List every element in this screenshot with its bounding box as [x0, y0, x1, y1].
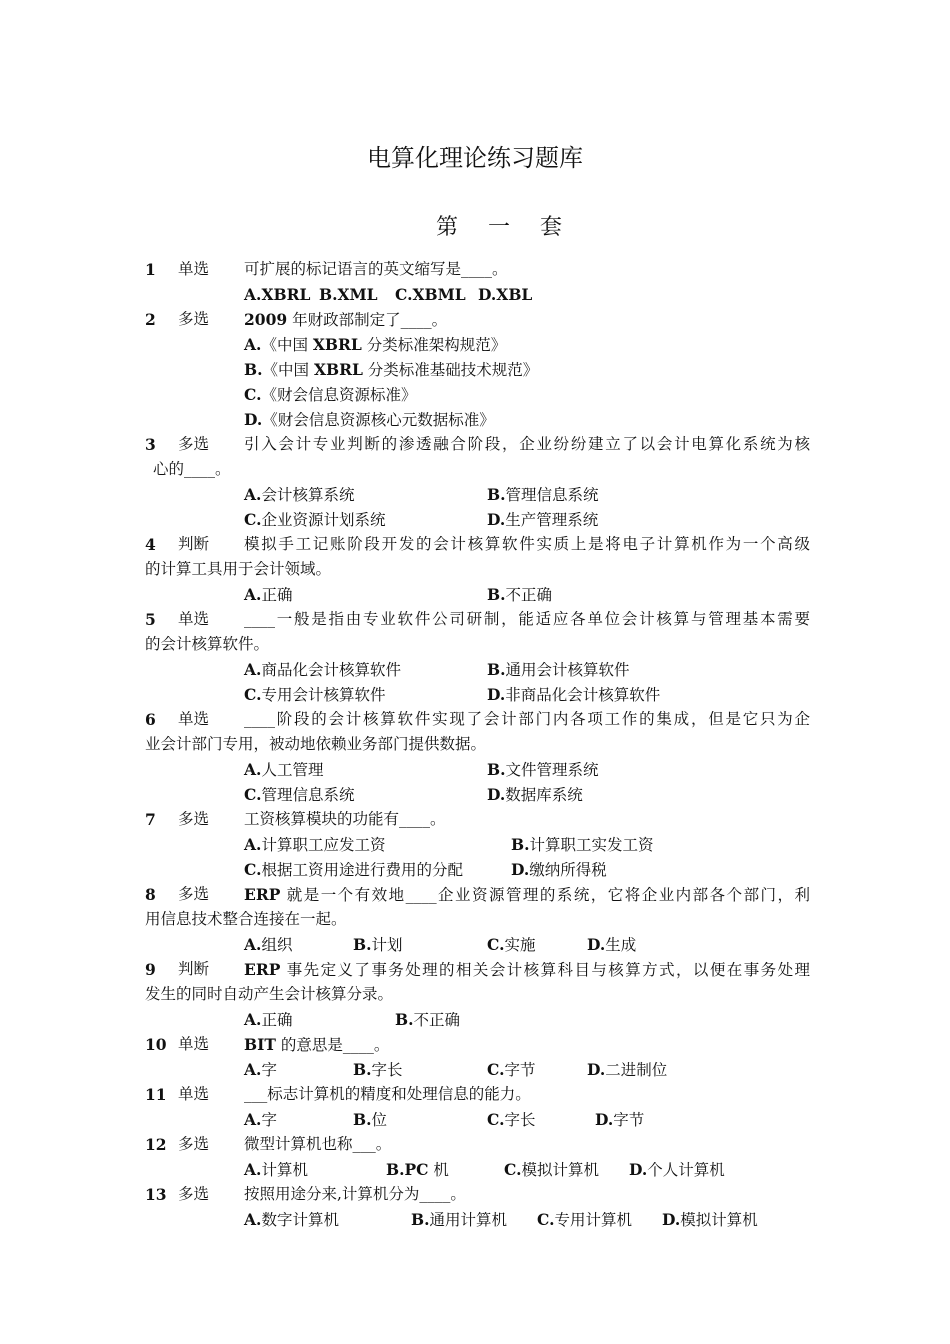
option-row [145, 757, 810, 782]
question-text-continuation: 心的____。 [153, 460, 231, 478]
option-letter: D. [487, 510, 506, 529]
option-letter: D. [662, 1210, 681, 1229]
question-stem [145, 432, 810, 457]
option-text: 通用会计核算软件 [505, 661, 630, 679]
question-stem [145, 307, 810, 332]
option-text: 字 [261, 1111, 277, 1129]
question-stem [145, 607, 810, 632]
option-text: 实施 [504, 936, 536, 954]
question-stem [145, 707, 810, 732]
question-type: 多选 [178, 1185, 210, 1203]
option-text: 模拟计算机 [680, 1211, 758, 1229]
option-text: 根据工资用途进行费用的分配 [261, 861, 463, 879]
option-text: 正确 [261, 1011, 293, 1029]
option-letter: A. [244, 1060, 262, 1079]
option-text: 专用会计核算软件 [261, 686, 386, 704]
option-letter: C. [487, 935, 505, 954]
question-type: 多选 [178, 435, 210, 453]
option-letter: B. [319, 285, 338, 304]
answer-option [244, 282, 310, 308]
option-row [145, 1007, 810, 1032]
answer-option [319, 282, 378, 308]
answer-option [487, 782, 583, 808]
answer-option [587, 1057, 667, 1083]
answer-option [487, 657, 630, 683]
answer-option [629, 1157, 725, 1183]
option-text: 缴纳所得税 [529, 861, 607, 879]
question-text-continuation: 发生的同时自动产生会计核算分录。 [145, 985, 394, 1003]
option-text: 会计核算系统 [261, 486, 355, 504]
option-text: 计算机 [261, 1161, 308, 1179]
answer-option [244, 932, 292, 958]
question-stem [145, 532, 810, 557]
option-letter: A. [244, 585, 262, 604]
question-number: 5 [145, 610, 156, 629]
option-text: 生产管理系统 [505, 511, 599, 529]
option-text: 字节 [613, 1111, 645, 1129]
option-letter: A. [244, 485, 262, 504]
question-text: ERP 事先定义了事务处理的相关会计核算科目与核算方式，以便在事务处理 [244, 960, 810, 979]
option-text: 模拟计算机 [521, 1161, 599, 1179]
option-letter: B. [395, 1010, 414, 1029]
option-letter: B. [353, 935, 372, 954]
answer-option [244, 857, 463, 883]
question-text-continuation: 用信息技术整合连接在一起。 [145, 910, 347, 928]
option-text: XBML [412, 285, 466, 304]
question-number: 1 [145, 260, 156, 279]
option-text: 数据库系统 [505, 786, 583, 804]
question-text: 可扩展的标记语言的英文缩写是____。 [244, 260, 508, 278]
option-letter: A. [244, 660, 262, 679]
question-number: 10 [145, 1035, 167, 1054]
option-text: 《财会信息资源核心元数据标准》 [262, 411, 495, 429]
option-row [145, 782, 810, 807]
document-subtitle: 第一套 [435, 215, 592, 240]
question-number: 7 [145, 810, 156, 829]
question-type: 单选 [178, 260, 210, 278]
question-text-continuation: 的会计核算软件。 [145, 635, 270, 653]
answer-option [487, 1057, 535, 1083]
answer-option [244, 682, 385, 708]
option-letter: B. [386, 1160, 405, 1179]
question-text-continuation: 的计算工具用于会计领域。 [145, 560, 332, 578]
option-letter: C. [487, 1110, 505, 1129]
question-stem [145, 1032, 810, 1057]
question-text: 工资核算模块的功能有____。 [244, 810, 446, 828]
option-letter: A. [244, 1160, 262, 1179]
question-text: 模拟手工记账阶段开发的会计核算软件实质上是将电子计算机作为一个高级 [244, 535, 810, 553]
option-text: 个人计算机 [647, 1161, 725, 1179]
answer-option [487, 757, 599, 783]
answer-option [411, 1207, 507, 1233]
answer-option [537, 1207, 632, 1233]
option-row [145, 657, 810, 682]
option-letter: C. [395, 285, 413, 304]
question-type: 单选 [178, 710, 210, 728]
option-text: 《中国 XBRL 分类标准基础技术规范》 [262, 360, 539, 379]
answer-option [244, 832, 385, 858]
option-text: XBRL [261, 285, 311, 304]
option-row [145, 582, 810, 607]
option-letter: D. [511, 860, 530, 879]
option-row [145, 332, 810, 357]
question-stem [145, 1182, 810, 1207]
option-text: 字长 [504, 1111, 536, 1129]
option-text: PC 机 [404, 1160, 449, 1179]
answer-option [244, 1207, 339, 1233]
option-letter: A. [244, 285, 262, 304]
question-type: 单选 [178, 610, 210, 628]
option-row [145, 282, 810, 307]
answer-option [244, 1107, 277, 1133]
option-letter: A. [244, 935, 262, 954]
answer-option [595, 1107, 644, 1133]
option-text: 计划 [371, 936, 403, 954]
option-letter: B. [511, 835, 530, 854]
option-letter: D. [587, 935, 606, 954]
option-text: 《中国 XBRL 分类标准架构规范》 [261, 335, 507, 354]
question-type: 单选 [178, 1085, 210, 1103]
option-text: 不正确 [413, 1011, 461, 1029]
question-text: ____一般是指由专业软件公司研制，能适应各单位会计核算与管理基本需要 [244, 610, 810, 628]
question-number: 13 [145, 1185, 167, 1204]
question-stem [145, 807, 810, 832]
answer-option [662, 1207, 758, 1233]
option-text: 管理信息系统 [505, 486, 599, 504]
option-text: 生成 [605, 936, 637, 954]
question-number: 2 [145, 310, 156, 329]
option-text: 字 [261, 1061, 277, 1079]
option-letter: B. [353, 1060, 372, 1079]
answer-option [244, 407, 495, 433]
option-letter: D. [244, 410, 263, 429]
option-row [145, 857, 810, 882]
question-stem [145, 1082, 810, 1107]
option-text: 组织 [261, 936, 293, 954]
option-letter: C. [504, 1160, 522, 1179]
option-letter: A. [244, 1210, 262, 1229]
answer-option [244, 782, 354, 808]
option-row [145, 1057, 810, 1082]
answer-option [244, 757, 323, 783]
answer-option [487, 1107, 535, 1133]
question-text-continuation: 业会计部门专用，被动地依赖业务部门提供数据。 [145, 735, 487, 753]
option-text: 文件管理系统 [505, 761, 599, 779]
option-letter: B. [411, 1210, 430, 1229]
option-letter: C. [244, 785, 262, 804]
option-letter: D. [487, 785, 506, 804]
option-text: 二进制位 [605, 1061, 668, 1079]
answer-option [244, 482, 354, 508]
question-stem [145, 882, 810, 907]
question-number: 8 [145, 885, 156, 904]
option-letter: A. [244, 1110, 262, 1129]
answer-option [395, 1007, 460, 1033]
option-letter: C. [487, 1060, 505, 1079]
question-text: 2009 年财政部制定了____。 [244, 310, 448, 329]
option-row [145, 1207, 810, 1232]
question-number: 4 [145, 535, 156, 554]
answer-option [511, 832, 654, 858]
option-text: 商品化会计核算软件 [261, 661, 401, 679]
option-text: 计算职工实发工资 [529, 836, 654, 854]
answer-option [244, 507, 385, 533]
option-row [145, 357, 810, 382]
option-text: 位 [371, 1111, 388, 1129]
option-row [145, 407, 810, 432]
option-text: 字长 [371, 1061, 403, 1079]
option-text: 不正确 [505, 586, 553, 604]
question-type: 判断 [178, 535, 210, 553]
question-type: 单选 [178, 1035, 210, 1053]
question-type: 多选 [178, 310, 210, 328]
option-letter: D. [629, 1160, 648, 1179]
option-text: 企业资源计划系统 [261, 511, 386, 529]
option-text: 数字计算机 [261, 1211, 339, 1229]
option-letter: C. [244, 685, 262, 704]
question-text: 引入会计专业判断的渗透融合阶段，企业纷纷建立了以会计电算化系统为核 [244, 435, 810, 453]
question-type: 多选 [178, 810, 210, 828]
question-text: BIT 的意思是____。 [244, 1035, 390, 1054]
question-type: 判断 [178, 960, 210, 978]
question-list [145, 257, 810, 1232]
option-text: 正确 [261, 586, 293, 604]
answer-option [244, 357, 538, 383]
answer-option [487, 507, 598, 533]
question-stem [145, 957, 810, 982]
answer-option [244, 1007, 292, 1033]
answer-option [244, 332, 506, 358]
answer-option [487, 932, 535, 958]
option-letter: B. [487, 760, 506, 779]
option-text: 非商品化会计核算软件 [505, 686, 661, 704]
answer-option [487, 482, 599, 508]
option-text: XML [337, 285, 378, 304]
option-letter: B. [487, 585, 506, 604]
option-letter: C. [244, 860, 262, 879]
option-row [145, 682, 810, 707]
option-letter: B. [353, 1110, 372, 1129]
question-stem [145, 1132, 810, 1157]
answer-option [587, 932, 636, 958]
option-letter: A. [244, 1010, 262, 1029]
answer-option [353, 932, 403, 958]
question-text: ____阶段的会计核算软件实现了会计部门内各项工作的集成，但是它只为企 [244, 710, 810, 728]
document-title: 电算化理论练习题库 [367, 144, 583, 172]
option-row [145, 507, 810, 532]
answer-option [386, 1157, 449, 1183]
question-number: 11 [145, 1085, 167, 1104]
question-type: 多选 [178, 1135, 210, 1153]
option-row [145, 482, 810, 507]
option-text: 管理信息系统 [261, 786, 355, 804]
answer-option [244, 382, 416, 408]
option-row [145, 832, 810, 857]
question-number: 6 [145, 710, 156, 729]
question-number: 9 [145, 960, 156, 979]
question-text: ERP 就是一个有效地____企业资源管理的系统，它将企业内部各个部门，利 [244, 885, 810, 904]
answer-option [244, 1057, 277, 1083]
option-letter: C. [244, 385, 262, 404]
answer-option [244, 657, 401, 683]
option-letter: A. [244, 335, 262, 354]
option-letter: D. [478, 285, 497, 304]
option-letter: B. [244, 360, 263, 379]
answer-option [478, 282, 532, 308]
option-text: 通用计算机 [429, 1211, 508, 1229]
answer-option [244, 1157, 308, 1183]
option-text: 人工管理 [261, 761, 324, 779]
answer-option [244, 582, 292, 608]
question-text: ___标志计算机的精度和处理信息的能力。 [244, 1085, 531, 1103]
option-row [145, 932, 810, 957]
option-row [145, 1107, 810, 1132]
answer-option [487, 682, 660, 708]
answer-option [511, 857, 607, 883]
option-text: 专用计算机 [554, 1211, 632, 1229]
option-text: 《财会信息资源标准》 [261, 386, 417, 404]
question-text: 微型计算机也称___。 [244, 1135, 392, 1153]
option-letter: D. [487, 685, 506, 704]
answer-option [353, 1057, 403, 1083]
option-letter: C. [537, 1210, 555, 1229]
question-number: 12 [145, 1135, 167, 1154]
question-stem [145, 257, 810, 282]
answer-option [353, 1107, 387, 1133]
option-letter: A. [244, 835, 262, 854]
option-letter: B. [487, 660, 506, 679]
answer-option [395, 282, 466, 308]
answer-option [504, 1157, 599, 1183]
option-text: 计算职工应发工资 [261, 836, 386, 854]
option-row [145, 1157, 810, 1182]
option-row [145, 382, 810, 407]
question-number: 3 [145, 435, 156, 454]
option-letter: D. [595, 1110, 614, 1129]
option-text: XBL [496, 285, 533, 304]
option-letter: A. [244, 760, 262, 779]
option-letter: D. [587, 1060, 606, 1079]
question-text: 按照用途分来,计算机分为____。 [244, 1185, 466, 1203]
question-type: 多选 [178, 885, 210, 903]
answer-option [487, 582, 552, 608]
option-letter: C. [244, 510, 262, 529]
option-letter: B. [487, 485, 506, 504]
option-text: 字节 [504, 1061, 536, 1079]
